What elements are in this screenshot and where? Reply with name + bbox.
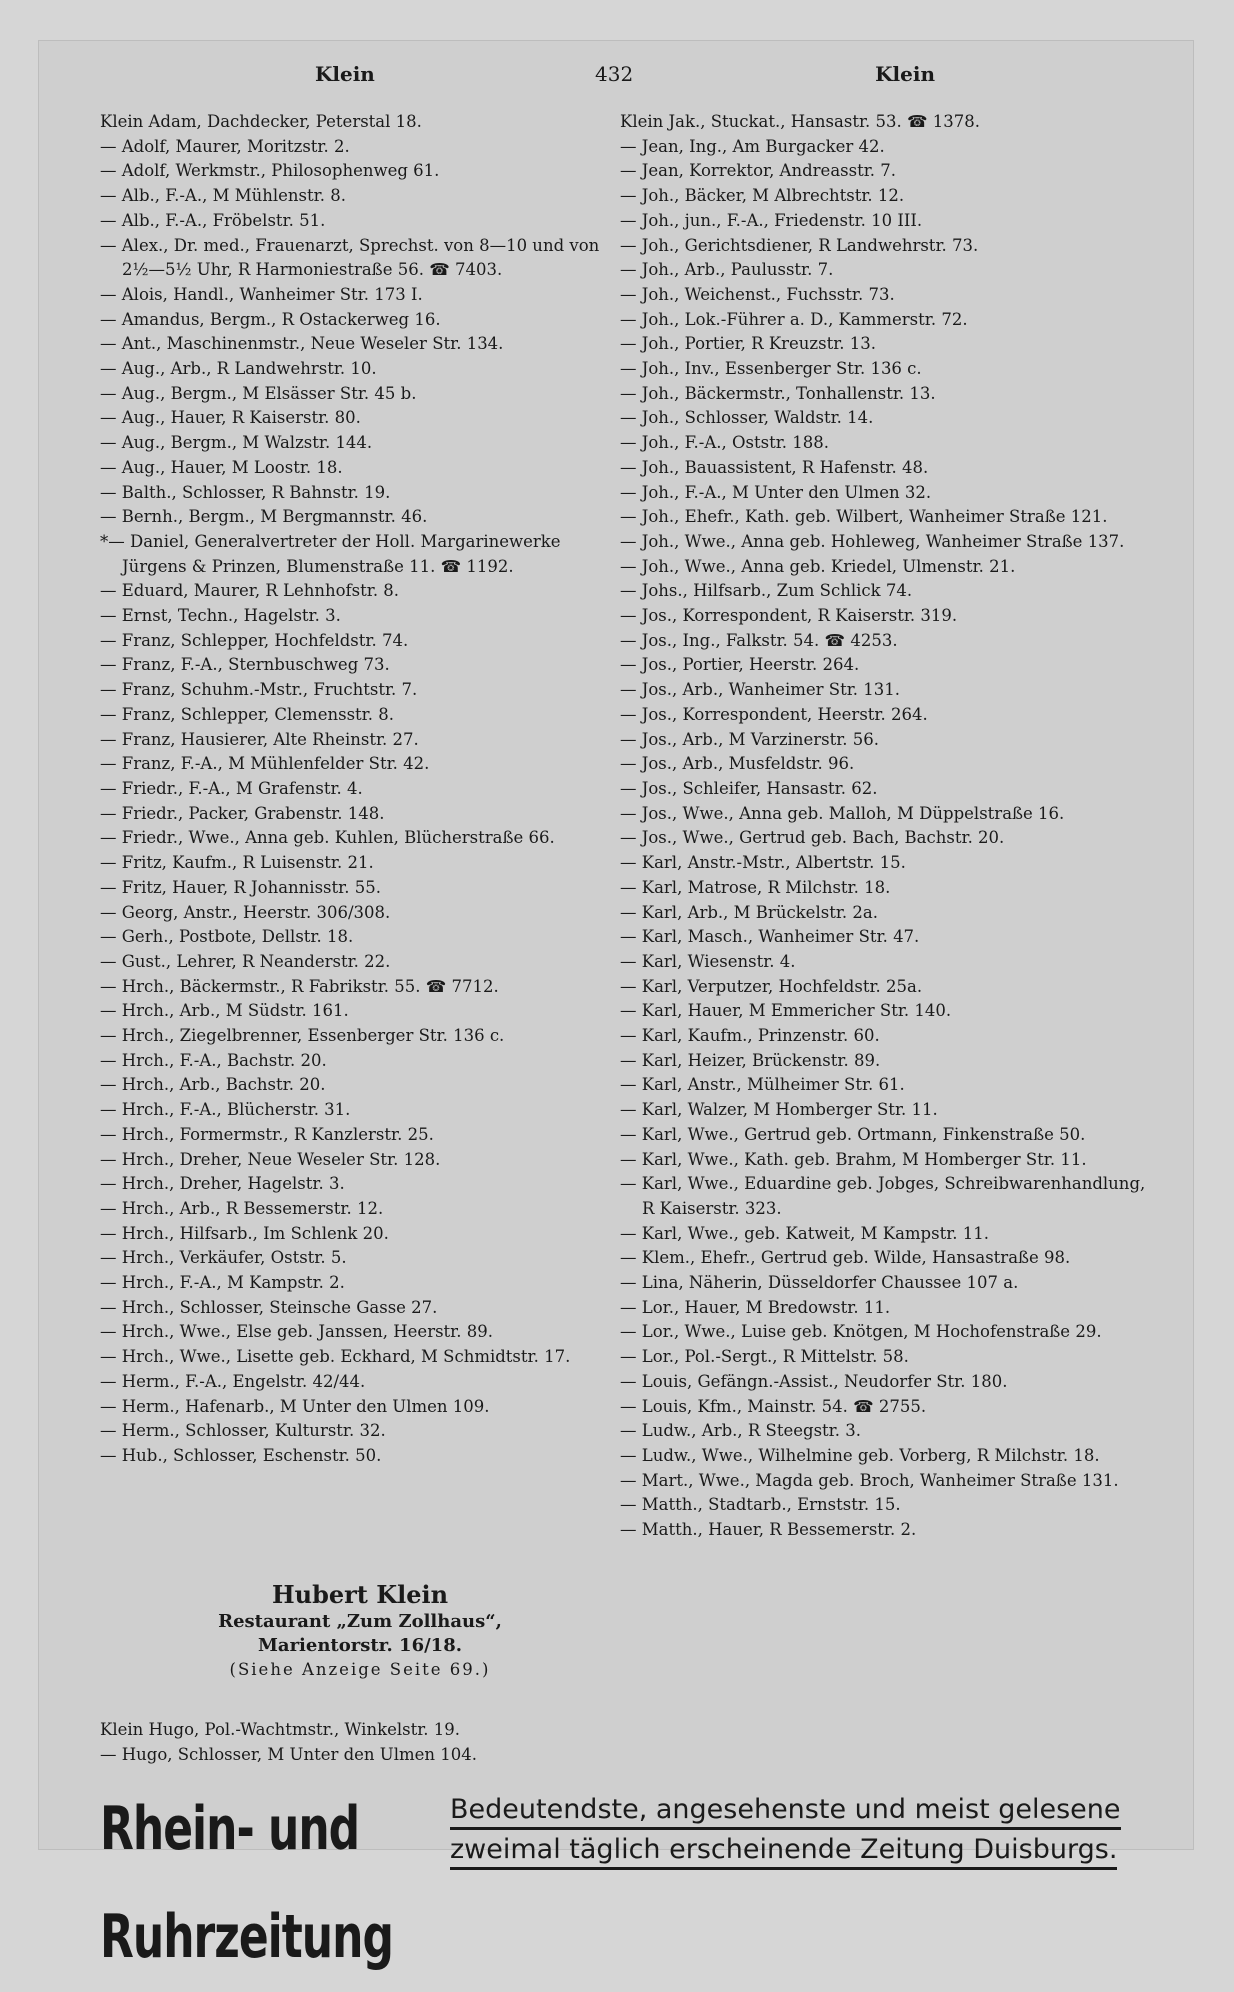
directory-entry: — Adolf, Maurer, Moritzstr. 2. [100, 136, 350, 156]
directory-entry: — Jos., Korrespondent, Heerstr. 264. [620, 704, 928, 724]
directory-entry: — Gust., Lehrer, R Neanderstr. 22. [100, 951, 391, 971]
banner-tagline-2: zweimal täglich erscheinende Zeitung Duisburgs. [450, 1834, 1117, 1870]
directory-entry: — Amandus, Bergm., R Ostackerweg 16. [100, 309, 441, 329]
directory-entry: — Franz, Schlepper, Clemensstr. 8. [100, 704, 394, 724]
directory-entry: Klein Hugo, Pol.-Wachtmstr., Winkelstr. 19. [100, 1720, 461, 1739]
directory-entry: — Joh., Ehefr., Kath. geb. Wilbert, Wanheimer Straße 121. [620, 507, 1108, 527]
directory-entry: — Herm., Hafenarb., M Unter den Ulmen 109. [100, 1396, 490, 1416]
ad-line-2: Marientorstr. 16/18. [257, 1635, 462, 1656]
directory-entry: — Adolf, Werkmstr., Philosophenweg 61. [100, 161, 440, 181]
right-column [620, 110, 1160, 1543]
directory-entry: — Louis, Gefängn.-Assist., Neudorfer Str. 180. [620, 1371, 1008, 1391]
left-column-tail [100, 1718, 620, 1767]
directory-entry: — Franz, Hausierer, Alte Rheinstr. 27. [100, 729, 419, 749]
directory-entry: — Karl, Wwe., Gertrud geb. Ortmann, Finkenstraße 50. [620, 1124, 1086, 1144]
directory-entry: — Joh., F.-A., M Unter den Ulmen 32. [620, 482, 932, 502]
directory-entry: — Hrch., Arb., M Südstr. 161. [100, 1001, 349, 1021]
directory-entry: — Joh., F.-A., Oststr. 188. [620, 433, 830, 453]
newspaper-logo: Rhein- und Ruhrzeitung [100, 1794, 393, 1972]
directory-entry: — Johs., Hilfsarb., Zum Schlick 74. [620, 581, 913, 601]
directory-entry: — Joh., Schlosser, Waldstr. 14. [620, 408, 874, 428]
directory-entry: — Jos., Korrespondent, R Kaiserstr. 319. [620, 606, 958, 626]
directory-entry: Klein Jak., Stuckat., Hansastr. 53. ☎ 1378. [620, 112, 981, 131]
directory-entry: — Ernst, Techn., Hagelstr. 3. [100, 606, 341, 626]
directory-entry: — Joh., Arb., Paulusstr. 7. [620, 260, 834, 280]
directory-entry: — Hrch., Arb., R Bessemerstr. 12. [100, 1198, 384, 1218]
directory-entry: — Joh., Bäcker, M Albrechtstr. 12. [620, 186, 905, 206]
page-number: 432 [595, 62, 634, 86]
directory-entry: — Hrch., Hilfsarb., Im Schlenk 20. [100, 1223, 389, 1243]
directory-entry: — Franz, Schlepper, Hochfeldstr. 74. [100, 630, 409, 650]
directory-entry: — Franz, F.-A., M Mühlenfelder Str. 42. [100, 754, 430, 774]
directory-entry: Klein Adam, Dachdecker, Peterstal 18. [100, 112, 422, 131]
directory-entry: — Karl, Verputzer, Hochfeldstr. 25a. [620, 976, 923, 996]
directory-entry: — Hrch., Dreher, Neue Weseler Str. 128. [100, 1149, 441, 1169]
directory-entry: — Alb., F.-A., Fröbelstr. 51. [100, 210, 326, 230]
directory-entry: — Matth., Stadtarb., Ernststr. 15. [620, 1495, 901, 1515]
directory-entry: — Karl, Heizer, Brückenstr. 89. [620, 1050, 881, 1070]
directory-entry: — Karl, Anstr., Mülheimer Str. 61. [620, 1075, 905, 1095]
directory-entry: — Hrch., Wwe., Lisette geb. Eckhard, M Schmidtstr. 17. [100, 1347, 571, 1367]
directory-entry: — Lina, Näherin, Düsseldorfer Chaussee 107 a. [620, 1273, 1019, 1293]
ad-line-1: Restaurant „Zum Zollhaus“, [218, 1611, 502, 1632]
directory-entry: — Jos., Schleifer, Hansastr. 62. [620, 778, 878, 798]
directory-entry: — Joh., Weichenst., Fuchsstr. 73. [620, 284, 895, 304]
directory-entry: — Alois, Handl., Wanheimer Str. 173 I. [100, 284, 423, 304]
directory-entry: — Jos., Wwe., Gertrud geb. Bach, Bachstr. 20. [620, 828, 1005, 848]
directory-entry: — Joh., jun., F.-A., Friedenstr. 10 III. [620, 210, 923, 230]
directory-entry: — Hrch., Bäckermstr., R Fabrikstr. 55. ☎ 7712. [100, 976, 499, 996]
directory-entry: — Hub., Schlosser, Eschenstr. 50. [100, 1445, 382, 1465]
directory-entry: — Hrch., Dreher, Hagelstr. 3. [100, 1174, 345, 1194]
directory-entry: — Karl, Matrose, R Milchstr. 18. [620, 877, 891, 897]
directory-entry: — Hrch., Formermstr., R Kanzlerstr. 25. [100, 1124, 434, 1144]
directory-entry: *— Daniel, Generalvertreter der Holl. Margarinewerke Jürgens & Prinzen, Blumenstraße 11. ☎ 1192. [100, 531, 561, 576]
directory-entry: — Lor., Pol.-Sergt., R Mittelstr. 58. [620, 1347, 909, 1367]
page-header [95, 62, 1155, 92]
directory-entry: — Friedr., Packer, Grabenstr. 148. [100, 803, 385, 823]
directory-entry: — Karl, Wwe., geb. Katweit, M Kampstr. 11. [620, 1223, 990, 1243]
directory-entry: — Joh., Bäckermstr., Tonhallenstr. 13. [620, 383, 936, 403]
header-right-keyword: Klein [875, 62, 935, 86]
directory-entry: — Karl, Anstr.-Mstr., Albertstr. 15. [620, 853, 906, 873]
directory-entry: — Joh., Lok.-Führer a. D., Kammerstr. 72. [620, 309, 968, 329]
directory-entry: — Jos., Arb., Musfeldstr. 96. [620, 754, 855, 774]
directory-entry: — Jean, Korrektor, Andreasstr. 7. [620, 161, 897, 181]
directory-entry: — Hrch., F.-A., Bachstr. 20. [100, 1050, 327, 1070]
directory-entry: — Jos., Portier, Heerstr. 264. [620, 655, 860, 675]
directory-entry: — Matth., Hauer, R Bessemerstr. 2. [620, 1520, 917, 1540]
directory-entry: — Friedr., F.-A., M Grafenstr. 4. [100, 778, 363, 798]
directory-entry: — Lor., Hauer, M Bredowstr. 11. [620, 1297, 891, 1317]
directory-entry: — Joh., Wwe., Anna geb. Hohleweg, Wanheimer Straße 137. [620, 531, 1125, 551]
directory-entry: — Aug., Bergm., M Walzstr. 144. [100, 433, 373, 453]
directory-entry: — Hrch., Wwe., Else geb. Janssen, Heerstr. 89. [100, 1322, 493, 1342]
directory-entry: — Jos., Arb., M Varzinerstr. 56. [620, 729, 880, 749]
directory-entry: — Jean, Ing., Am Burgacker 42. [620, 136, 885, 156]
directory-entry: — Bernh., Bergm., M Bergmannstr. 46. [100, 507, 428, 527]
directory-entry: — Karl, Arb., M Brückelstr. 2a. [620, 902, 878, 922]
directory-entry: — Hrch., F.-A., Blücherstr. 31. [100, 1100, 351, 1120]
banner-tagline-1: Bedeutendste, angesehenste und meist gelesene [450, 1794, 1121, 1830]
directory-entry: — Eduard, Maurer, R Lehnhofstr. 8. [100, 581, 400, 601]
directory-entry: — Karl, Walzer, M Homberger Str. 11. [620, 1100, 938, 1120]
directory-entry: — Karl, Wiesenstr. 4. [620, 951, 796, 971]
directory-entry: — Ant., Maschinenmstr., Neue Weseler Str. 134. [100, 334, 504, 354]
directory-entry: — Hrch., Verkäufer, Oststr. 5. [100, 1248, 347, 1268]
directory-entry: — Alex., Dr. med., Frauenarzt, Sprechst. von 8—10 und von 2½—5½ Uhr, R Harmoniestraße 56. ☎ 7403. [100, 235, 600, 280]
directory-entry: — Herm., Schlosser, Kulturstr. 32. [100, 1421, 386, 1441]
directory-entry: — Karl, Masch., Wanheimer Str. 47. [620, 927, 920, 947]
directory-entry: — Karl, Wwe., Eduardine geb. Jobges, Schreibwarenhandlung, R Kaiserstr. 323. [620, 1174, 1146, 1218]
directory-entry: — Lor., Wwe., Luise geb. Knötgen, M Hochofenstraße 29. [620, 1322, 1102, 1342]
directory-entry: — Gerh., Postbote, Dellstr. 18. [100, 927, 354, 947]
directory-entry: — Joh., Inv., Essenberger Str. 136 c. [620, 359, 922, 379]
directory-entry: — Hugo, Schlosser, M Unter den Ulmen 104. [100, 1744, 477, 1764]
directory-entry: — Joh., Wwe., Anna geb. Kriedel, Ulmenstr. 21. [620, 556, 1016, 576]
directory-entry: — Hrch., Schlosser, Steinsche Gasse 27. [100, 1297, 438, 1317]
directory-entry: — Fritz, Kaufm., R Luisenstr. 21. [100, 853, 374, 873]
directory-entry: — Joh., Portier, R Kreuzstr. 13. [620, 334, 877, 354]
directory-entry: — Ludw., Wwe., Wilhelmine geb. Vorberg, R Milchstr. 18. [620, 1445, 1100, 1465]
directory-entry: — Fritz, Hauer, R Johannisstr. 55. [100, 877, 381, 897]
directory-entry: — Joh., Bauassistent, R Hafenstr. 48. [620, 457, 929, 477]
directory-entry: — Ludw., Arb., R Steegstr. 3. [620, 1421, 861, 1441]
directory-entry: — Georg, Anstr., Heerstr. 306/308. [100, 902, 391, 922]
directory-entry: — Jos., Arb., Wanheimer Str. 131. [620, 680, 901, 700]
directory-entry: — Jos., Wwe., Anna geb. Malloh, M Düppelstraße 16. [620, 803, 1065, 823]
directory-entry: — Franz, Schuhm.-Mstr., Fruchtstr. 7. [100, 680, 418, 700]
directory-entry: — Herm., F.-A., Engelstr. 42/44. [100, 1371, 366, 1391]
ad-name: Hubert Klein [271, 1580, 449, 1609]
ad-reference: (Siehe Anzeige Seite 69.) [229, 1660, 491, 1679]
directory-entry: — Karl, Kaufm., Prinzenstr. 60. [620, 1026, 880, 1046]
directory-entry: — Aug., Arb., R Landwehrstr. 10. [100, 359, 377, 379]
directory-entry: — Franz, F.-A., Sternbuschweg 73. [100, 655, 390, 675]
directory-entry: — Karl, Wwe., Kath. geb. Brahm, M Homberger Str. 11. [620, 1149, 1087, 1169]
directory-entry: — Karl, Hauer, M Emmericher Str. 140. [620, 1001, 952, 1021]
directory-entry: — Joh., Gerichtsdiener, R Landwehrstr. 73. [620, 235, 979, 255]
directory-entry: — Aug., Bergm., M Elsässer Str. 45 b. [100, 383, 417, 403]
directory-entry: — Mart., Wwe., Magda geb. Broch, Wanheimer Straße 131. [620, 1470, 1119, 1490]
directory-entry: — Louis, Kfm., Mainstr. 54. ☎ 2755. [620, 1396, 927, 1416]
newspaper-banner [100, 1790, 1130, 1972]
directory-entry: — Jos., Ing., Falkstr. 54. ☎ 4253. [620, 630, 898, 650]
directory-entry: — Balth., Schlosser, R Bahnstr. 19. [100, 482, 391, 502]
directory-entry: — Friedr., Wwe., Anna geb. Kuhlen, Blücherstraße 66. [100, 828, 555, 848]
header-left-keyword: Klein [315, 62, 375, 86]
restaurant-ad [100, 1580, 620, 1682]
directory-entry: — Aug., Hauer, M Loostr. 18. [100, 457, 343, 477]
left-column [100, 110, 620, 1469]
directory-entry: — Hrch., Arb., Bachstr. 20. [100, 1075, 326, 1095]
directory-entry: — Klem., Ehefr., Gertrud geb. Wilde, Hansastraße 98. [620, 1248, 1071, 1268]
directory-entry: — Alb., F.-A., M Mühlenstr. 8. [100, 186, 346, 206]
directory-entry: — Hrch., Ziegelbrenner, Essenberger Str. 136 c. [100, 1026, 505, 1046]
directory-entry: — Aug., Hauer, R Kaiserstr. 80. [100, 408, 361, 428]
directory-entry: — Hrch., F.-A., M Kampstr. 2. [100, 1273, 345, 1293]
